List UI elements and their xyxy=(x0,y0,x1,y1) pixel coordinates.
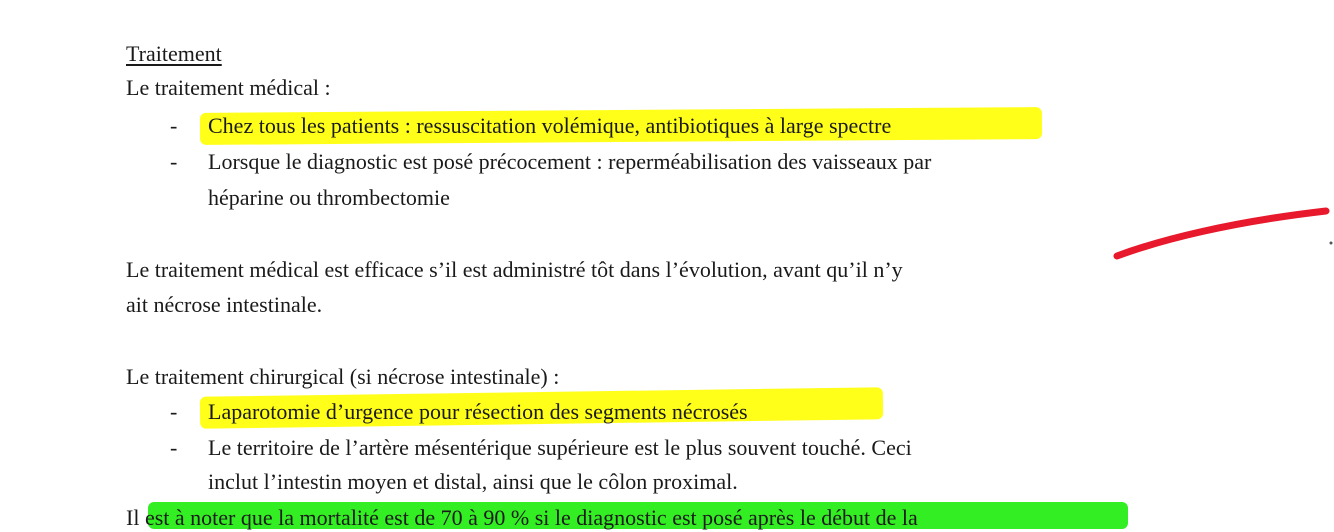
surgical-intro: Le traitement chirurgical (si nécrose intestinale) : xyxy=(126,364,560,389)
bullet-dash: - xyxy=(170,149,178,174)
ink-dot-icon xyxy=(1330,242,1333,245)
medical-item-1: Chez tous les patients : ressuscitation volémique, antibiotiques à large spectre xyxy=(208,113,892,138)
surgical-item-2-continuation: inclut l’intestin moyen et distal, ainsi que le côlon proximal. xyxy=(208,469,738,494)
medical-item-2: Lorsque le diagnostic est posé précocement : reperméabilisation des vaisseaux par xyxy=(208,149,932,174)
bullet-dash: - xyxy=(170,435,178,460)
surgical-item-2: Le territoire de l’artère mésentérique supérieure est le plus souvent touché. Ceci xyxy=(208,435,912,460)
bullet-dash: - xyxy=(170,113,178,138)
mortality-prefix: Il xyxy=(126,505,145,530)
surgical-item-1: Laparotomie d’urgence pour résection des segments nécrosés xyxy=(208,399,748,424)
medical-item-2-continuation: héparine ou thrombectomie xyxy=(208,185,450,210)
medical-intro: Le traitement médical : xyxy=(126,75,331,100)
mortality-text: est à noter que la mortalité est de 70 à 90 % si le diagnostic est posé après le début de la xyxy=(144,505,918,530)
efficacy-line-1: Le traitement médical est efficace s’il est administré tôt dans l’évolution, avant qu’il n’y xyxy=(126,257,903,282)
section-heading: Traitement xyxy=(126,41,222,66)
efficacy-line-2: ait nécrose intestinale. xyxy=(126,292,323,317)
bullet-dash: - xyxy=(170,399,178,424)
